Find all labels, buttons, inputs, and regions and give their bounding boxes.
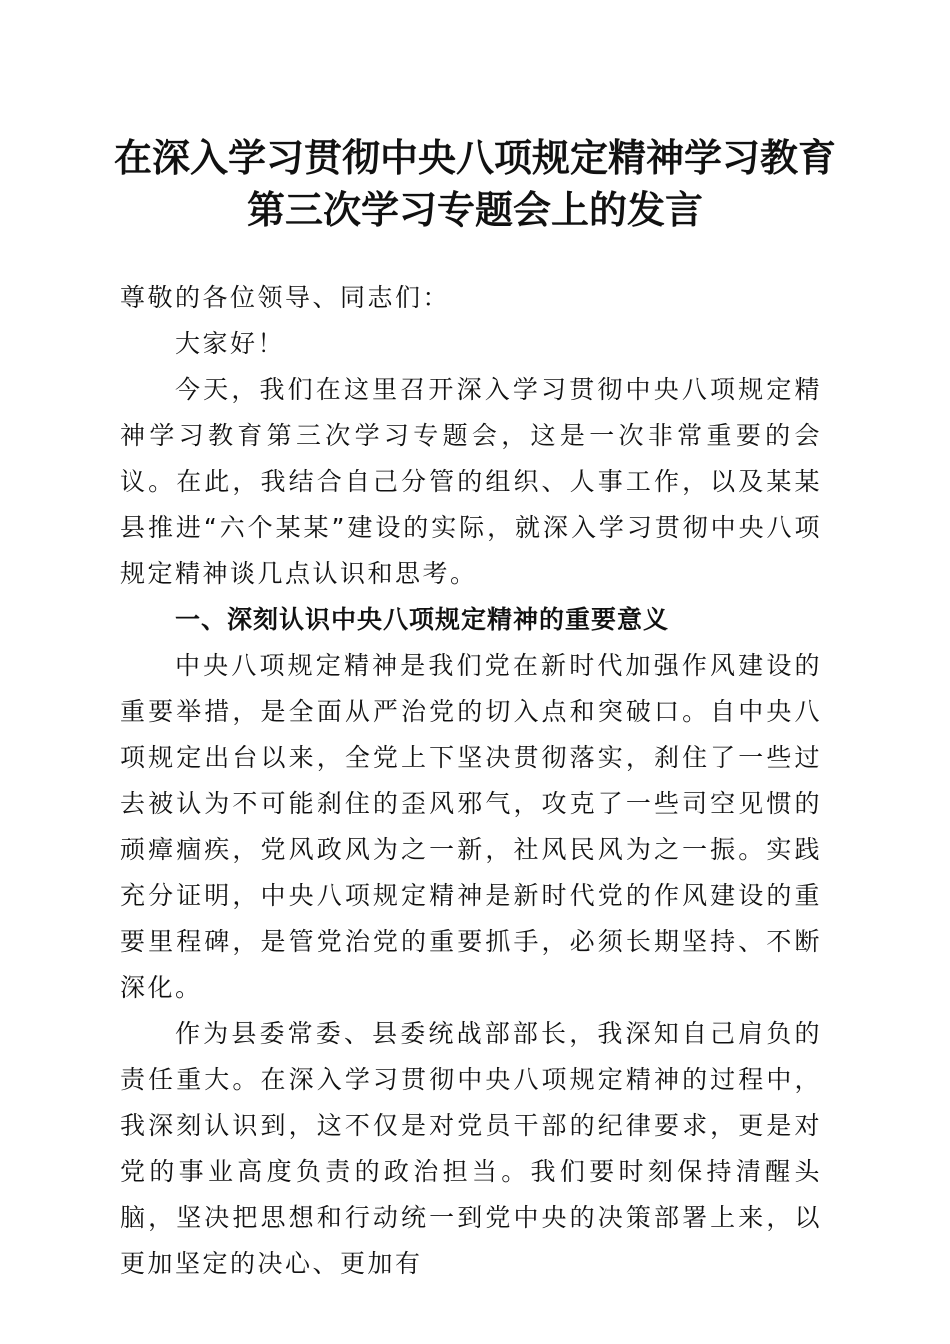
section-heading: 一、深刻认识中央八项规定精神的重要意义 — [175, 605, 670, 634]
salutation: 尊敬的各位领导、同志们： — [120, 283, 451, 312]
intro-paragraph: 今天，我们在这里召开深入学习贯彻中央八项规定精神学习教育第三次学习专题会，这是一次非常重要的会议。在此，我结合自己分管的组织、人事工作，以及某某县推进“六个某某”建设的实际，就深入学习贯彻中央八项规定精神谈几点认识和思考。 — [120, 375, 822, 588]
document-body — [120, 275, 822, 1287]
section-paragraph: 作为县委常委、县委统战部部长，我深知自己肩负的责任重大。在深入学习贯彻中央八项规定精神的过程中，我深刻认识到，这不仅是对党员干部的纪律要求，更是对党的事业高度负责的政治担当。我们要时刻保持清醒头脑，坚决把思想和行动统一到党中央的决策部署上来，以更加坚定的决心、更加有 — [120, 1019, 822, 1278]
document-title: 在深入学习贯彻中央八项规定精神学习教育第三次学习专题会上的发言 — [113, 135, 836, 232]
section-paragraph: 中央八项规定精神是我们党在新时代加强作风建设的重要举措，是全面从严治党的切入点和突破口。自中央八项规定出台以来，全党上下坚决贯彻落实，刹住了一些过去被认为不可能刹住的歪风邪气，攻克了一些司空见惯的顽瘴痼疾，党风政风为之一新，社风民风为之一振。实践充分证明，中央八项规定精神是新时代党的作风建设的重要里程碑，是管党治党的重要抓手，必须长期坚持、不断深化。 — [120, 651, 822, 1002]
greeting: 大家好！ — [175, 329, 286, 358]
